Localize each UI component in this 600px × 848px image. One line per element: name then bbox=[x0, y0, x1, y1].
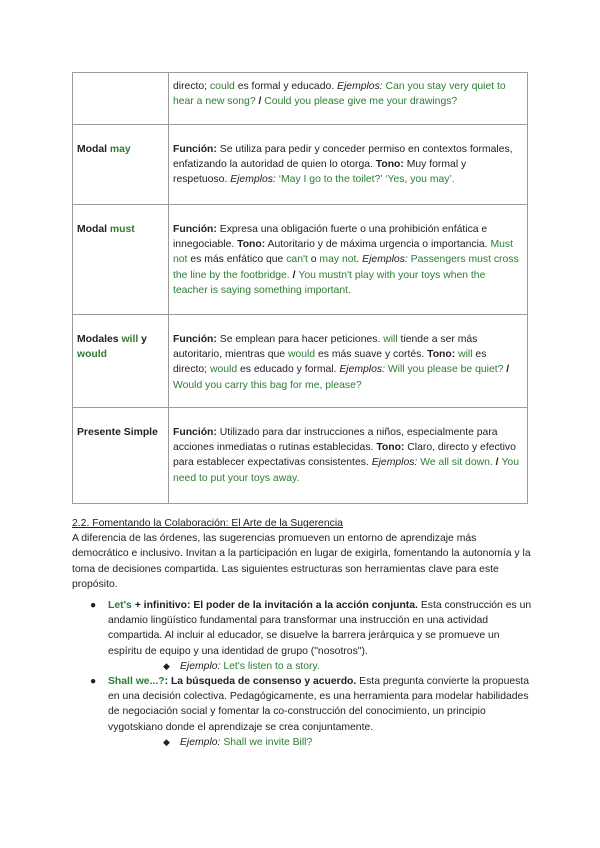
section-intro: A diferencia de las órdenes, las sugerencias promueven un entorno de aprendizaje más democrático e inclusivo. Invitan a la participación en lugar de exigirla, fomentando la autonomía y la toma de decisiones compartida. Las siguientes estructuras son herramientas clave para este propósito. bbox=[72, 533, 531, 590]
list-item: ◆ Ejemplo: Let's listen to a story. bbox=[108, 659, 532, 674]
row-description: Función: Expresa una obligación fuerte o una prohibición enfática e innegociable. Tono: Autoritario y de máxima urgencia o importancia. Must not es más enfático que can't o may not. Ejemplos: Passengers must cross the line by the footbridge. / You mustn't play with your toys when the teacher is saying something important. bbox=[169, 205, 528, 315]
sub-bullet-list bbox=[108, 659, 532, 674]
list-item: ● Let's + infinitivo: El poder de la invitación a la acción conjunta. Esta construcción es un andamio lingüístico fundamental para transformar una instrucción en una actividad compartida. Al incluir al educador, se disuelve la barrera jerárquica y se promueve un espíritu de equipo y una identidad de grupo ("nosotros"). ◆ Ejemplo: Let's listen to a story. bbox=[72, 598, 532, 674]
section-heading: 2.2. Fomentando la Colaboración: El Arte de la Sugerencia bbox=[72, 518, 343, 529]
table-row bbox=[73, 315, 528, 408]
row-label: Modal must bbox=[73, 205, 169, 315]
row-description: Función: Se emplean para hacer peticiones. will tiende a ser más autoritario, mientras que would es más suave y cortés. Tono: will es directo; would es educado y formal. Ejemplos: Will you please be quiet? / Would you carry this bag for me, please? bbox=[169, 315, 528, 408]
modal-verbs-table bbox=[72, 72, 528, 504]
diamond-icon: ◆ bbox=[163, 660, 170, 671]
bullet-list bbox=[72, 598, 532, 750]
row-description: directo; could es formal y educado. Ejemplos: Can you stay very quiet to hear a new song? / Could you please give me your drawings? bbox=[169, 73, 528, 125]
bullet-icon: ● bbox=[90, 600, 97, 612]
row-description: Función: Utilizado para dar instrucciones a niños, especialmente para acciones inmediatas o rutinas establecidas. Tono: Claro, directo y efectivo para establecer expectativas consistentes. Ejemplos: We all sit down. / You need to put your toys away. bbox=[169, 408, 528, 504]
row-label bbox=[73, 73, 169, 125]
row-description: Función: Se utiliza para pedir y conceder permiso en contextos formales, enfatizando la autoridad de quien lo otorga. Tono: Muy formal y respetuoso. Ejemplos: ‘May I go to the toilet?’ ‘Yes, you may’. bbox=[169, 125, 528, 205]
table-row bbox=[73, 73, 528, 125]
table-row bbox=[73, 408, 528, 504]
row-label: Modales will y would bbox=[73, 315, 169, 408]
list-item: ◆ Ejemplo: Shall we invite Bill? bbox=[108, 735, 532, 750]
row-label: Presente Simple bbox=[73, 408, 169, 504]
table-row bbox=[73, 205, 528, 315]
suggestions-section bbox=[72, 516, 532, 750]
bullet-icon: ● bbox=[90, 676, 97, 688]
table-row bbox=[73, 125, 528, 205]
sub-bullet-list bbox=[108, 735, 532, 750]
row-label: Modal may bbox=[73, 125, 169, 205]
diamond-icon: ◆ bbox=[163, 736, 170, 747]
list-item: ● Shall we...?: La búsqueda de consenso y acuerdo. Esta pregunta convierte la propuesta en una decisión colectiva. Pedagógicamente, es una herramienta para modelar habilidades de negociación social y fomentar la co-construcción del conocimiento, un principio vygotskiano donde el aprendizaje se crea conjuntamente. ◆ Ejemplo: Shall we invite Bill? bbox=[72, 674, 532, 750]
